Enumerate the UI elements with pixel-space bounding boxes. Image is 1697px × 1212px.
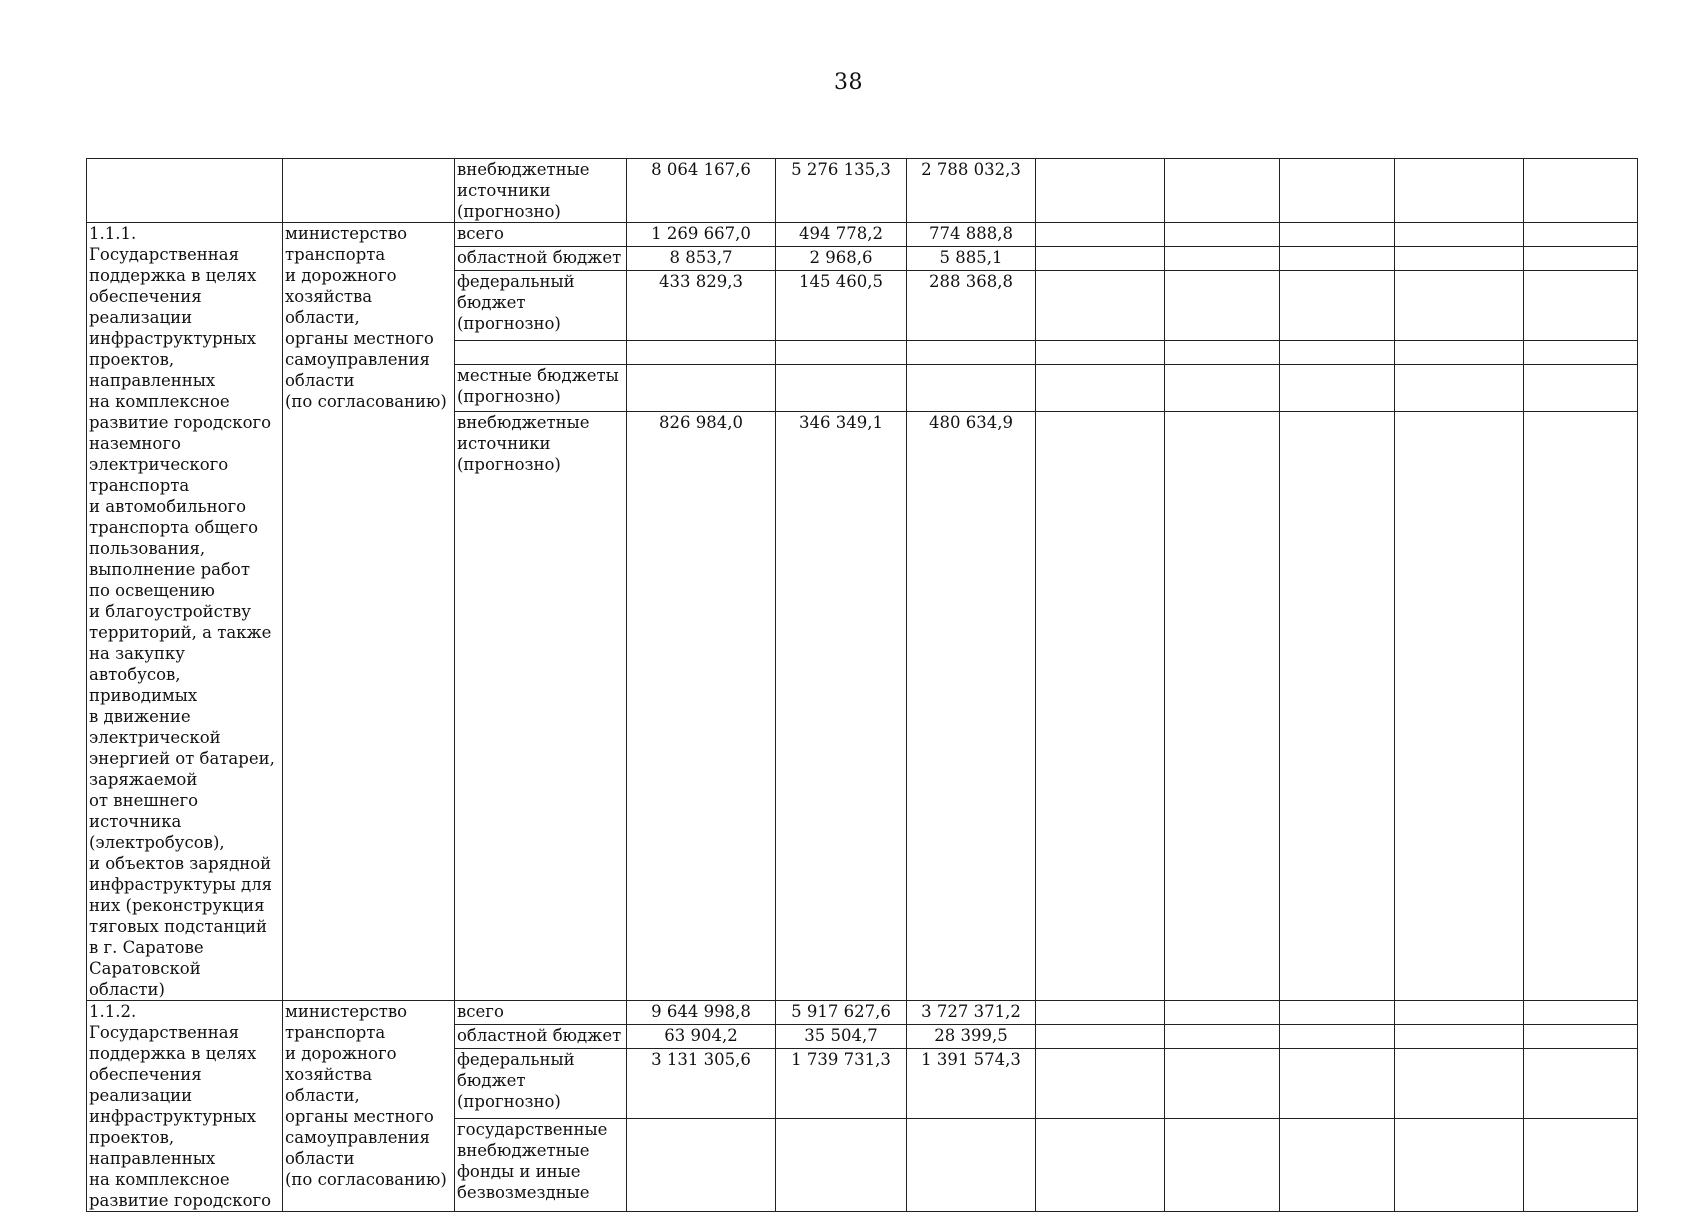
cell-empty [1280,271,1395,341]
cell-empty [1524,1025,1638,1049]
year1-cell: 145 460,5 [776,271,907,341]
year1-cell: 35 504,7 [776,1025,907,1049]
year2-cell: 774 888,8 [907,223,1036,247]
funding-source-cell: всего [455,1001,627,1025]
cell-empty [1036,1049,1165,1119]
cell-empty [1524,223,1638,247]
funding-source-cell: федеральный бюджет (прогнозно) [455,1049,627,1119]
cell-empty [1165,364,1280,411]
cell-empty [1280,223,1395,247]
cell-empty [1395,1119,1524,1212]
year1-cell [776,340,907,364]
cell-empty [1165,271,1280,341]
cell-empty [1524,340,1638,364]
total-cell [627,340,776,364]
cell-empty [1395,271,1524,341]
cell-empty [1036,223,1165,247]
funding-source-cell: областной бюджет [455,1025,627,1049]
year2-cell: 288 368,8 [907,271,1036,341]
total-cell: 8 064 167,6 [627,159,776,223]
cell-empty [1165,159,1280,223]
year1-cell [776,364,907,411]
cell-empty [1165,223,1280,247]
cell-empty [1524,411,1638,1000]
cell-empty [1395,411,1524,1000]
cell-empty [1524,1119,1638,1212]
cell-empty [1036,1001,1165,1025]
cell-empty [1280,340,1395,364]
year1-cell: 2 968,6 [776,247,907,271]
year2-cell: 28 399,5 [907,1025,1036,1049]
measure-name-cell: 1.1.2. Государственная поддержка в целях обеспечения реализации инфраструктурных проектов, направленных на комплексное развитие городского [87,1001,283,1212]
year2-cell [907,364,1036,411]
cell-empty [1524,159,1638,223]
cell-empty [1036,411,1165,1000]
year2-cell: 5 885,1 [907,247,1036,271]
page-number: 38 [834,70,863,95]
cell-empty [1165,247,1280,271]
table-row [87,159,1638,223]
cell-empty [1036,340,1165,364]
year1-cell: 5 917 627,6 [776,1001,907,1025]
cell-empty [1395,159,1524,223]
total-cell [627,364,776,411]
cell-empty [1524,1049,1638,1119]
cell-empty [1165,1049,1280,1119]
executor-cell: министерство транспорта и дорожного хозяйства области, органы местного самоуправления области (по согласованию) [283,1001,455,1212]
year2-cell: 2 788 032,3 [907,159,1036,223]
cell-empty [1165,411,1280,1000]
year2-cell: 1 391 574,3 [907,1049,1036,1119]
cell-empty [1395,223,1524,247]
cell-empty [1524,1001,1638,1025]
budget-table [86,158,1638,1212]
cell-empty [1036,271,1165,341]
cell-empty [1524,364,1638,411]
executor-cell: министерство транспорта и дорожного хозяйства области, органы местного самоуправления области (по согласованию) [283,223,455,1001]
cell-empty [1395,364,1524,411]
cell-empty [1036,364,1165,411]
table-row [87,1001,1638,1025]
year1-cell: 1 739 731,3 [776,1049,907,1119]
funding-source-cell [455,340,627,364]
cell-empty [87,159,283,223]
total-cell: 826 984,0 [627,411,776,1000]
cell-empty [1395,340,1524,364]
cell-empty [1280,411,1395,1000]
funding-source-cell: всего [455,223,627,247]
year1-cell: 494 778,2 [776,223,907,247]
year2-cell: 480 634,9 [907,411,1036,1000]
year1-cell: 346 349,1 [776,411,907,1000]
year1-cell [776,1119,907,1212]
funding-source-cell: областной бюджет [455,247,627,271]
total-cell: 433 829,3 [627,271,776,341]
cell-empty [1395,1001,1524,1025]
cell-empty [1280,1001,1395,1025]
cell-empty [1036,1025,1165,1049]
cell-empty [1165,1001,1280,1025]
cell-empty [1036,159,1165,223]
total-cell: 9 644 998,8 [627,1001,776,1025]
year2-cell [907,1119,1036,1212]
cell-empty [1280,159,1395,223]
total-cell: 3 131 305,6 [627,1049,776,1119]
cell-empty [1036,247,1165,271]
cell-empty [1524,247,1638,271]
funding-source-cell: местные бюджеты (прогнозно) [455,364,627,411]
total-cell: 63 904,2 [627,1025,776,1049]
funding-source-cell: внебюджетные источники (прогнозно) [455,159,627,223]
year1-cell: 5 276 135,3 [776,159,907,223]
cell-empty [1280,364,1395,411]
measure-name-cell: 1.1.1. Государственная поддержка в целях обеспечения реализации инфраструктурных проектов, направленных на комплексное развитие городского наземного электрического транспорта и автомобильного транспорта общего пользования, выполнение работ по освещению и благоустройству территорий, а также на закупку автобусов, приводимых в движение электрической энергией от батареи, заряжаемой от внешнего источника (электробусов), и объектов зарядной инфраструктуры для них (реконструкция тяговых подстанций в г. Саратове Саратовской области) [87,223,283,1001]
cell-empty [1036,1119,1165,1212]
funding-source-cell: внебюджетные источники (прогнозно) [455,411,627,1000]
year2-cell: 3 727 371,2 [907,1001,1036,1025]
cell-empty [1280,1119,1395,1212]
cell-empty [1280,1049,1395,1119]
cell-empty [1395,247,1524,271]
total-cell: 8 853,7 [627,247,776,271]
cell-empty [1165,1025,1280,1049]
cell-empty [1280,247,1395,271]
funding-source-cell: федеральный бюджет (прогнозно) [455,271,627,341]
cell-empty [1395,1025,1524,1049]
cell-empty [1395,1049,1524,1119]
cell-empty [1280,1025,1395,1049]
cell-empty [283,159,455,223]
total-cell [627,1119,776,1212]
funding-source-cell: государственные внебюджетные фонды и иные безвозмездные [455,1119,627,1212]
cell-empty [1165,340,1280,364]
cell-empty [1165,1119,1280,1212]
year2-cell [907,340,1036,364]
cell-empty [1524,271,1638,341]
total-cell: 1 269 667,0 [627,223,776,247]
table-row [87,223,1638,247]
